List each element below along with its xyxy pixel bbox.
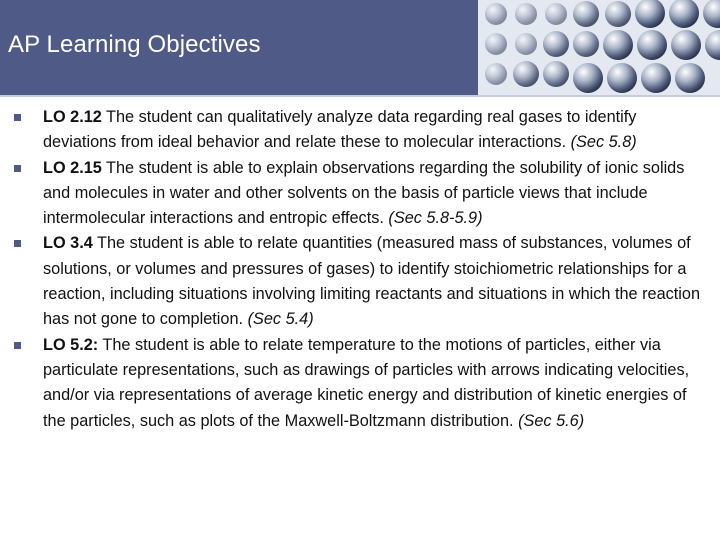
slide-title: AP Learning Objectives (8, 31, 261, 58)
objectives-list (14, 105, 704, 434)
title-divider (0, 95, 720, 97)
objective-section: (Sec 5.6) (518, 411, 585, 430)
square-bullet-icon (14, 114, 21, 121)
square-bullet-icon (14, 165, 21, 172)
objective-text: The student is able to relate temperature to the motions of particles, either via particulate representations, such as drawings of particles with arrows indicating velocities, and/or via representations of average kinetic energy and distribution of kinetic energies of the particles, such as plots of the Maxwell-Boltzmann distribution. (43, 335, 690, 430)
objective-section: (Sec 5.8-5.9) (388, 209, 483, 228)
objective-item (14, 156, 704, 232)
objective-text: The student can qualitatively analyze data regarding real gases to identify deviations from ideal behavior and relate these to molecular interactions. (43, 108, 637, 152)
title-band (0, 0, 478, 95)
objective-code: LO 3.4 (43, 234, 93, 253)
objective-section: (Sec 5.4) (247, 310, 314, 329)
objective-code: LO 5.2: (43, 335, 99, 354)
objective-item (14, 333, 704, 434)
objective-item (14, 105, 704, 156)
objective-section: (Sec 5.8) (570, 133, 637, 152)
objective-item (14, 231, 704, 332)
square-bullet-icon (14, 342, 21, 349)
objective-code: LO 2.12 (43, 108, 102, 126)
sphere-pattern-icon (478, 0, 720, 95)
objective-text: The student is able to explain observations regarding the solubility of ionic solids and molecules in water and other solvents on the basis of particle views that include intermolecular interactions and entropic effects. (43, 158, 685, 228)
decorative-spheres-band (478, 0, 720, 95)
objective-text: The student is able to relate quantities (measured mass of substances, volumes of solutions, or volumes and pressures of gases) to identify stoichiometric relationships for a reaction, including situations involving limiting reactants and situations in which the reaction has not gone to completion. (43, 234, 701, 329)
square-bullet-icon (14, 240, 21, 247)
objective-code: LO 2.15 (43, 158, 102, 177)
